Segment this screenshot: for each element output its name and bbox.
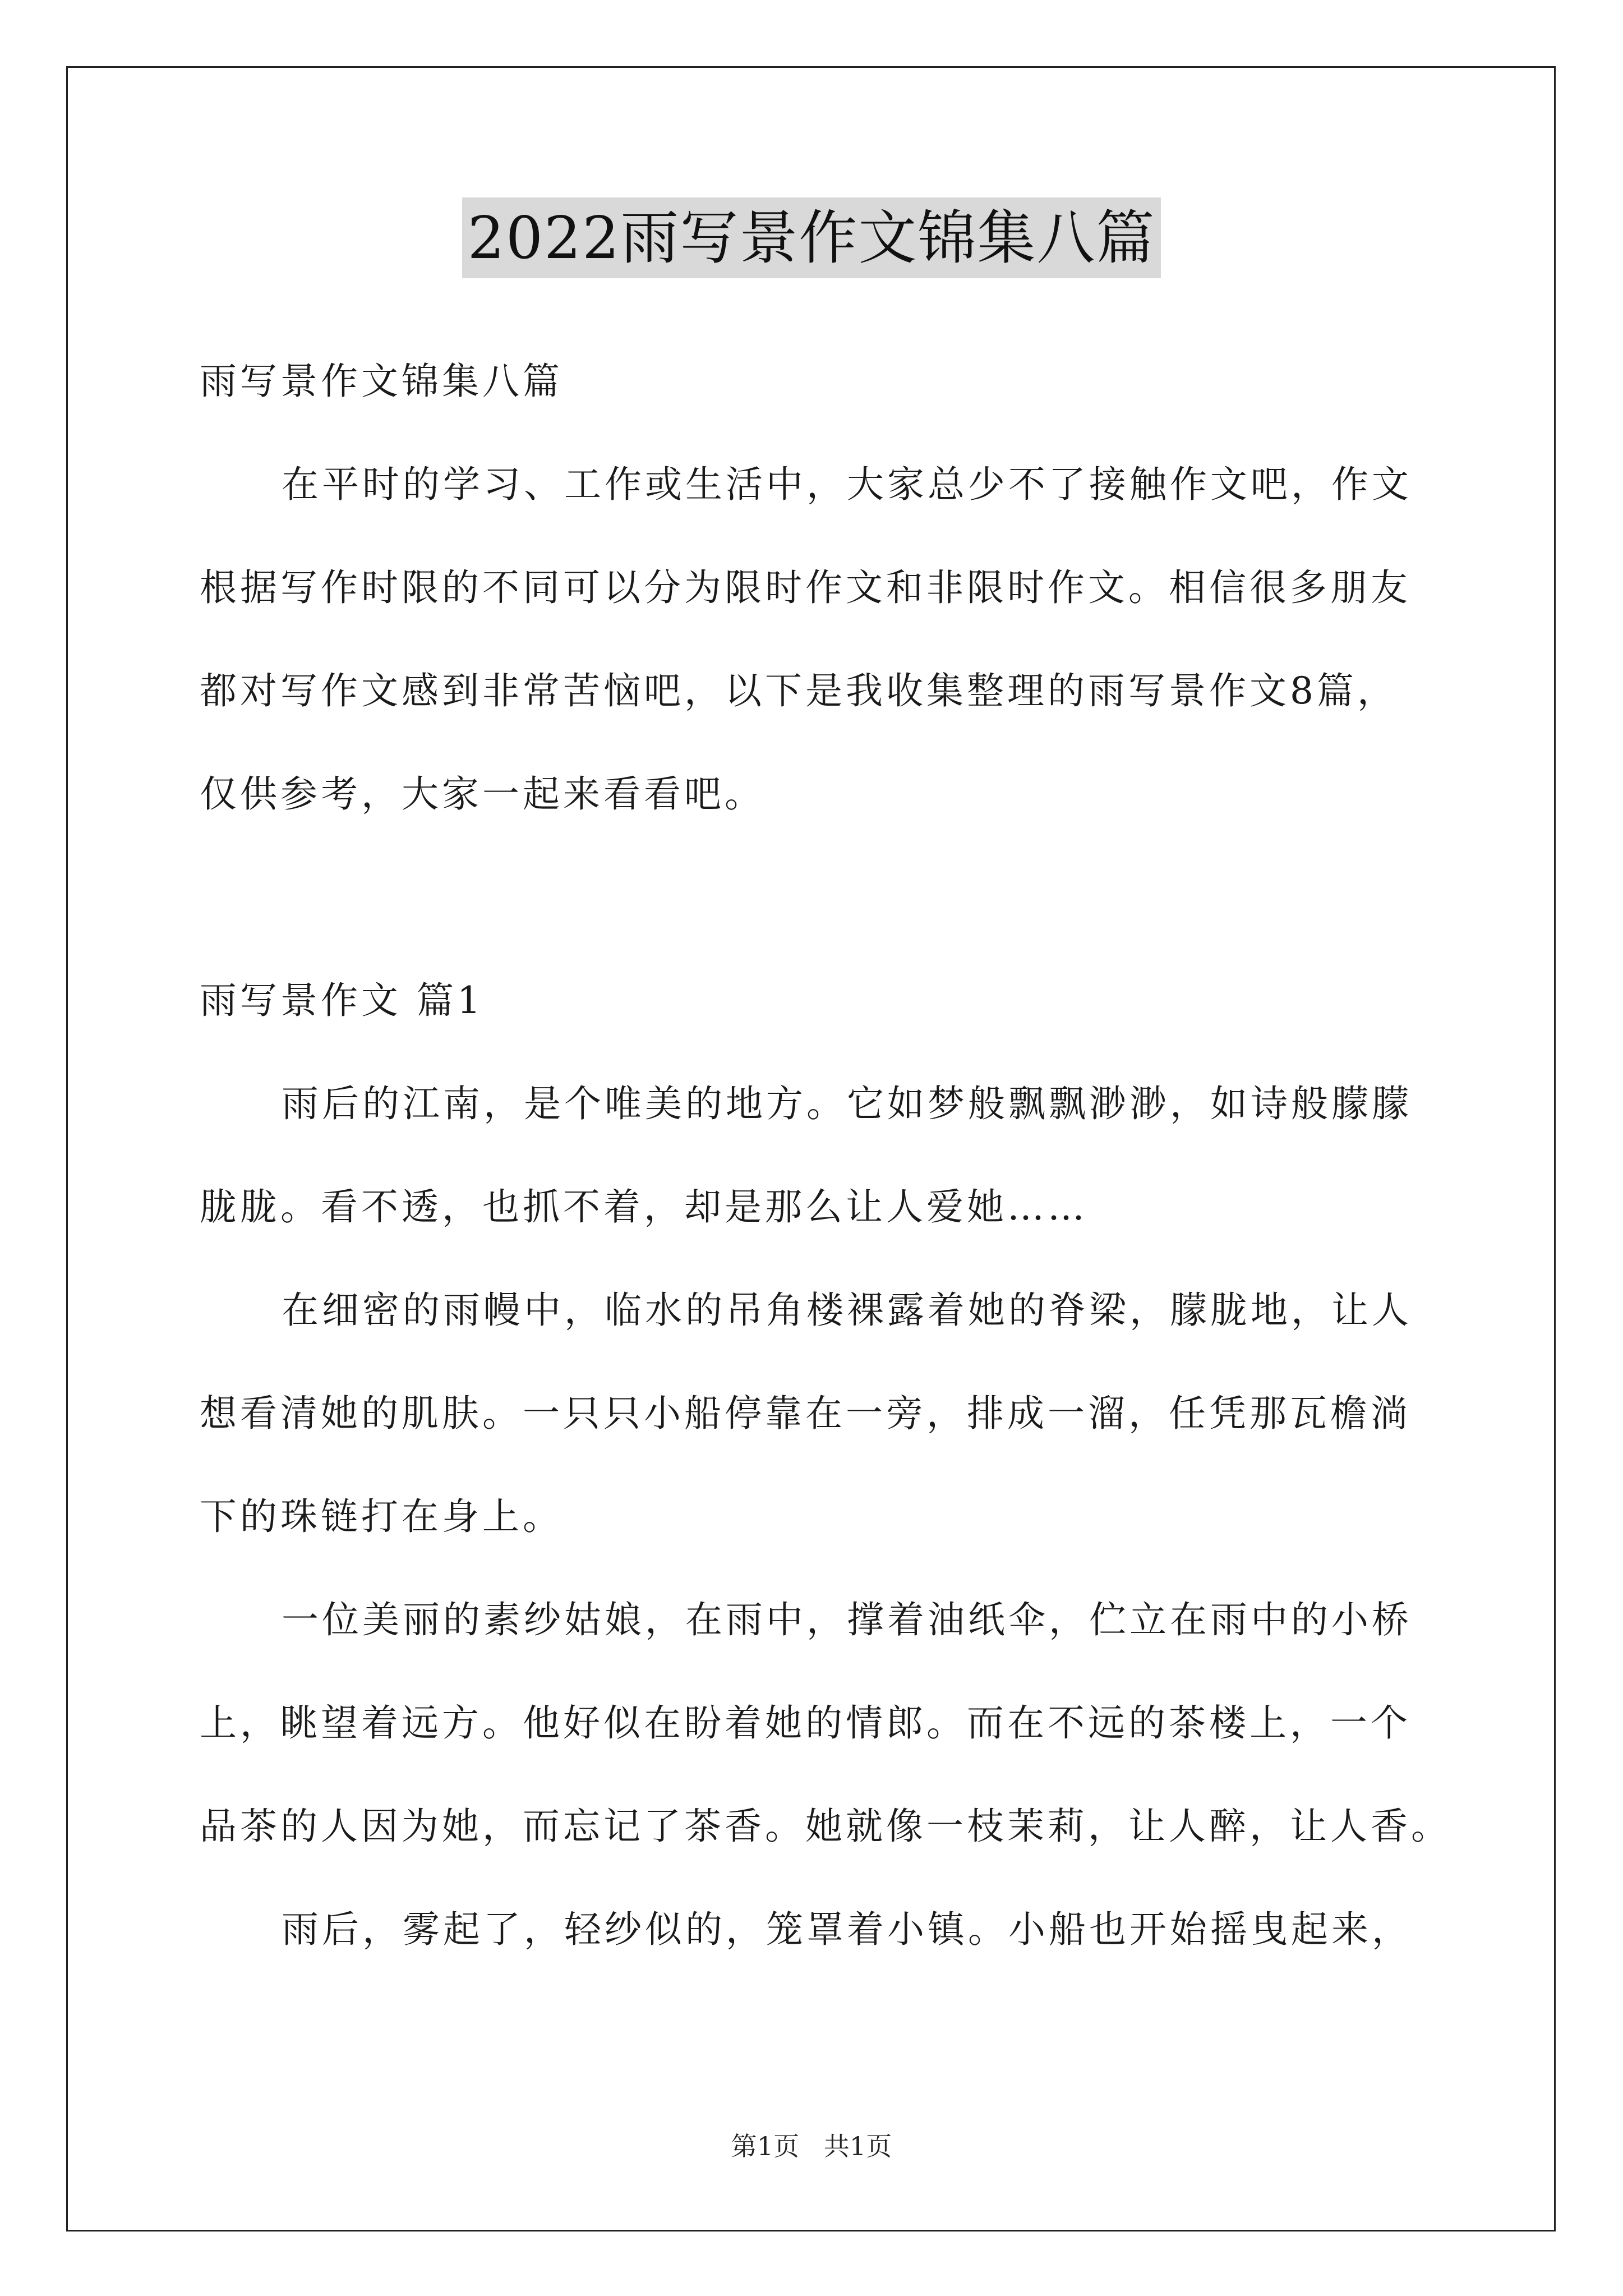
paragraph-line: 都对写作文感到非常苦恼吧，以下是我收集整理的雨写景作文8篇， <box>200 669 1398 712</box>
document-body <box>200 348 1451 1999</box>
paragraph-line: 雨后，雾起了，轻纱似的，笼罩着小镇。小船也开始摇曳起来， <box>282 1908 1412 1951</box>
paragraph-line: 在平时的学习、工作或生活中，大家总少不了接触作文吧，作文 <box>282 463 1412 506</box>
paragraph-line: 根据写作时限的不同可以分为限时作文和非限时作文。相信很多朋友 <box>200 566 1411 609</box>
document-title: 2022雨写景作文锦集八篇 <box>462 197 1161 278</box>
title-container <box>0 197 1623 278</box>
paragraph-line: 上，眺望着远方。他好似在盼着她的情郎。而在不远的茶楼上，一个 <box>200 1701 1411 1745</box>
paragraph-line: 雨写景作文锦集八篇 <box>200 360 563 403</box>
paragraph-line: 一位美丽的素纱姑娘，在雨中，撑着油纸伞，伫立在雨中的小桥 <box>282 1598 1412 1641</box>
paragraph-line: 品茶的人因为她，而忘记了茶香。她就像一枝茉莉，让人醉，让人香。 <box>200 1805 1451 1848</box>
paragraph-line: 雨后的江南，是个唯美的地方。它如梦般飘飘渺渺，如诗般朦朦 <box>282 1082 1412 1125</box>
paragraph-line: 想看清她的肌肤。一只只小船停靠在一旁，排成一溜，任凭那瓦檐淌 <box>200 1392 1411 1435</box>
blank-line <box>200 864 1433 967</box>
paragraph-line: 胧胧。看不透，也抓不着，却是那么让人爱她…… <box>200 1185 1088 1228</box>
page-number-footer: 第1页 共1页 <box>731 2131 892 2161</box>
paragraph-line: 在细密的雨幔中，临水的吊角楼裸露着她的脊梁，朦胧地，让人 <box>282 1289 1412 1332</box>
paragraph-line: 下的珠链打在身上。 <box>200 1495 563 1538</box>
paragraph-line: 仅供参考，大家一起来看看吧。 <box>200 772 765 816</box>
section-heading: 雨写景作文 篇1 <box>200 979 484 1022</box>
